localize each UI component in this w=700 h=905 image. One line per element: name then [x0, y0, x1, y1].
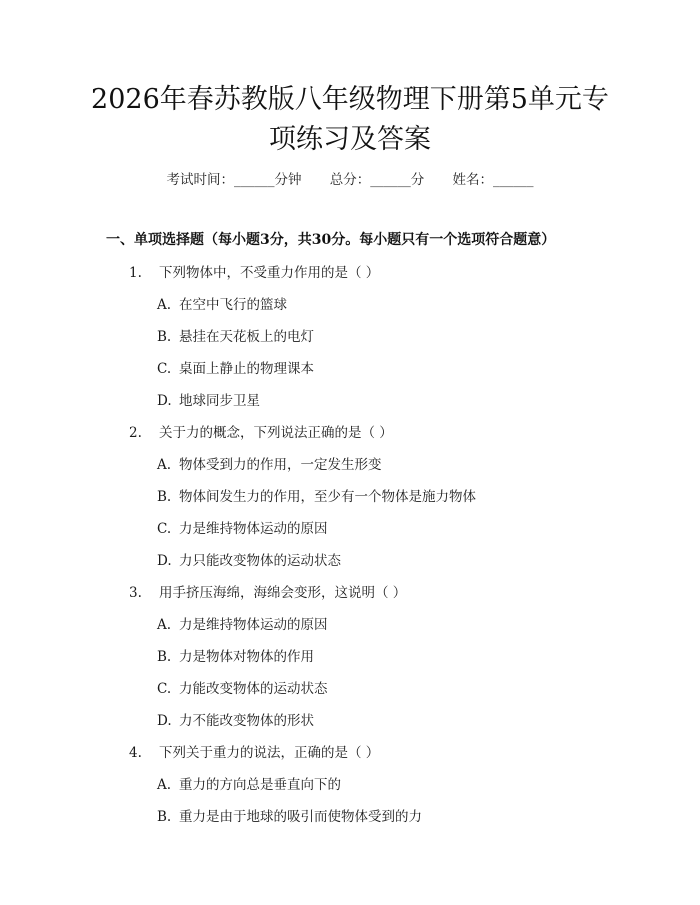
option-text: 在空中飞行的篮球 [179, 297, 287, 313]
document-title [60, 80, 640, 160]
option-text: 悬挂在天花板上的电灯 [179, 329, 314, 345]
option-text: 重力是由于地球的吸引而使物体受到的力 [179, 809, 422, 825]
exam-name: 姓名：______ [452, 172, 534, 188]
question-3 [129, 581, 406, 601]
option-3d [157, 709, 314, 729]
question-text: 用手挤压海绵，海绵会变形，这说明（ ） [159, 585, 407, 601]
option-text: 物体受到力的作用，一定发生形变 [179, 457, 382, 473]
option-letter: C. [157, 361, 172, 377]
question-number: 4. [129, 745, 142, 761]
option-letter: D. [157, 713, 172, 729]
option-2d [157, 549, 341, 569]
option-letter: B. [157, 329, 172, 345]
title-line-2: 项练习及答案 [269, 124, 431, 155]
question-4 [129, 741, 379, 761]
option-3a [157, 613, 328, 633]
option-letter: A. [157, 777, 172, 793]
option-letter: C. [157, 521, 172, 537]
option-1d [157, 389, 260, 409]
option-2b [157, 485, 476, 505]
question-2 [129, 421, 393, 441]
exam-time: 考试时间：______分钟 [166, 172, 302, 188]
exam-meta [0, 168, 700, 188]
option-letter: D. [157, 553, 172, 569]
option-text: 力是维持物体运动的原因 [179, 521, 328, 537]
option-1c [157, 357, 314, 377]
option-2a [157, 453, 382, 473]
question-text: 下列关于重力的说法，正确的是（ ） [159, 745, 380, 761]
option-text: 物体间发生力的作用，至少有一个物体是施力物体 [179, 489, 476, 505]
option-3b [157, 645, 314, 665]
option-text: 力只能改变物体的运动状态 [179, 553, 341, 569]
option-letter: C. [157, 681, 172, 697]
option-text: 力能改变物体的运动状态 [179, 681, 328, 697]
option-letter: D. [157, 393, 172, 409]
option-text: 地球同步卫星 [179, 393, 260, 409]
question-text: 下列物体中，不受重力作用的是（ ） [159, 265, 380, 281]
option-4a [157, 773, 341, 793]
question-number: 3. [129, 585, 142, 601]
option-letter: A. [157, 457, 172, 473]
option-1a [157, 293, 287, 313]
option-text: 力是物体对物体的作用 [179, 649, 314, 665]
option-letter: A. [157, 297, 172, 313]
exam-score: 总分：______分 [329, 172, 425, 188]
title-line-1: 2026年春苏教版八年级物理下册第5单元专 [91, 84, 609, 115]
option-1b [157, 325, 314, 345]
option-4b [157, 805, 422, 825]
section-heading: 一、单项选择题（每小题3分，共30分。每小题只有一个选项符合题意） [106, 232, 556, 248]
option-letter: A. [157, 617, 172, 633]
question-number: 2. [129, 425, 142, 441]
question-text: 关于力的概念，下列说法正确的是（ ） [159, 425, 393, 441]
option-2c [157, 517, 328, 537]
option-text: 力是维持物体运动的原因 [179, 617, 328, 633]
option-text: 重力的方向总是垂直向下的 [179, 777, 341, 793]
option-text: 桌面上静止的物理课本 [179, 361, 314, 377]
option-letter: B. [157, 649, 172, 665]
option-3c [157, 677, 328, 697]
option-letter: B. [157, 489, 172, 505]
question-number: 1. [129, 265, 142, 281]
question-1 [129, 261, 379, 281]
option-letter: B. [157, 809, 172, 825]
option-text: 力不能改变物体的形状 [179, 713, 314, 729]
